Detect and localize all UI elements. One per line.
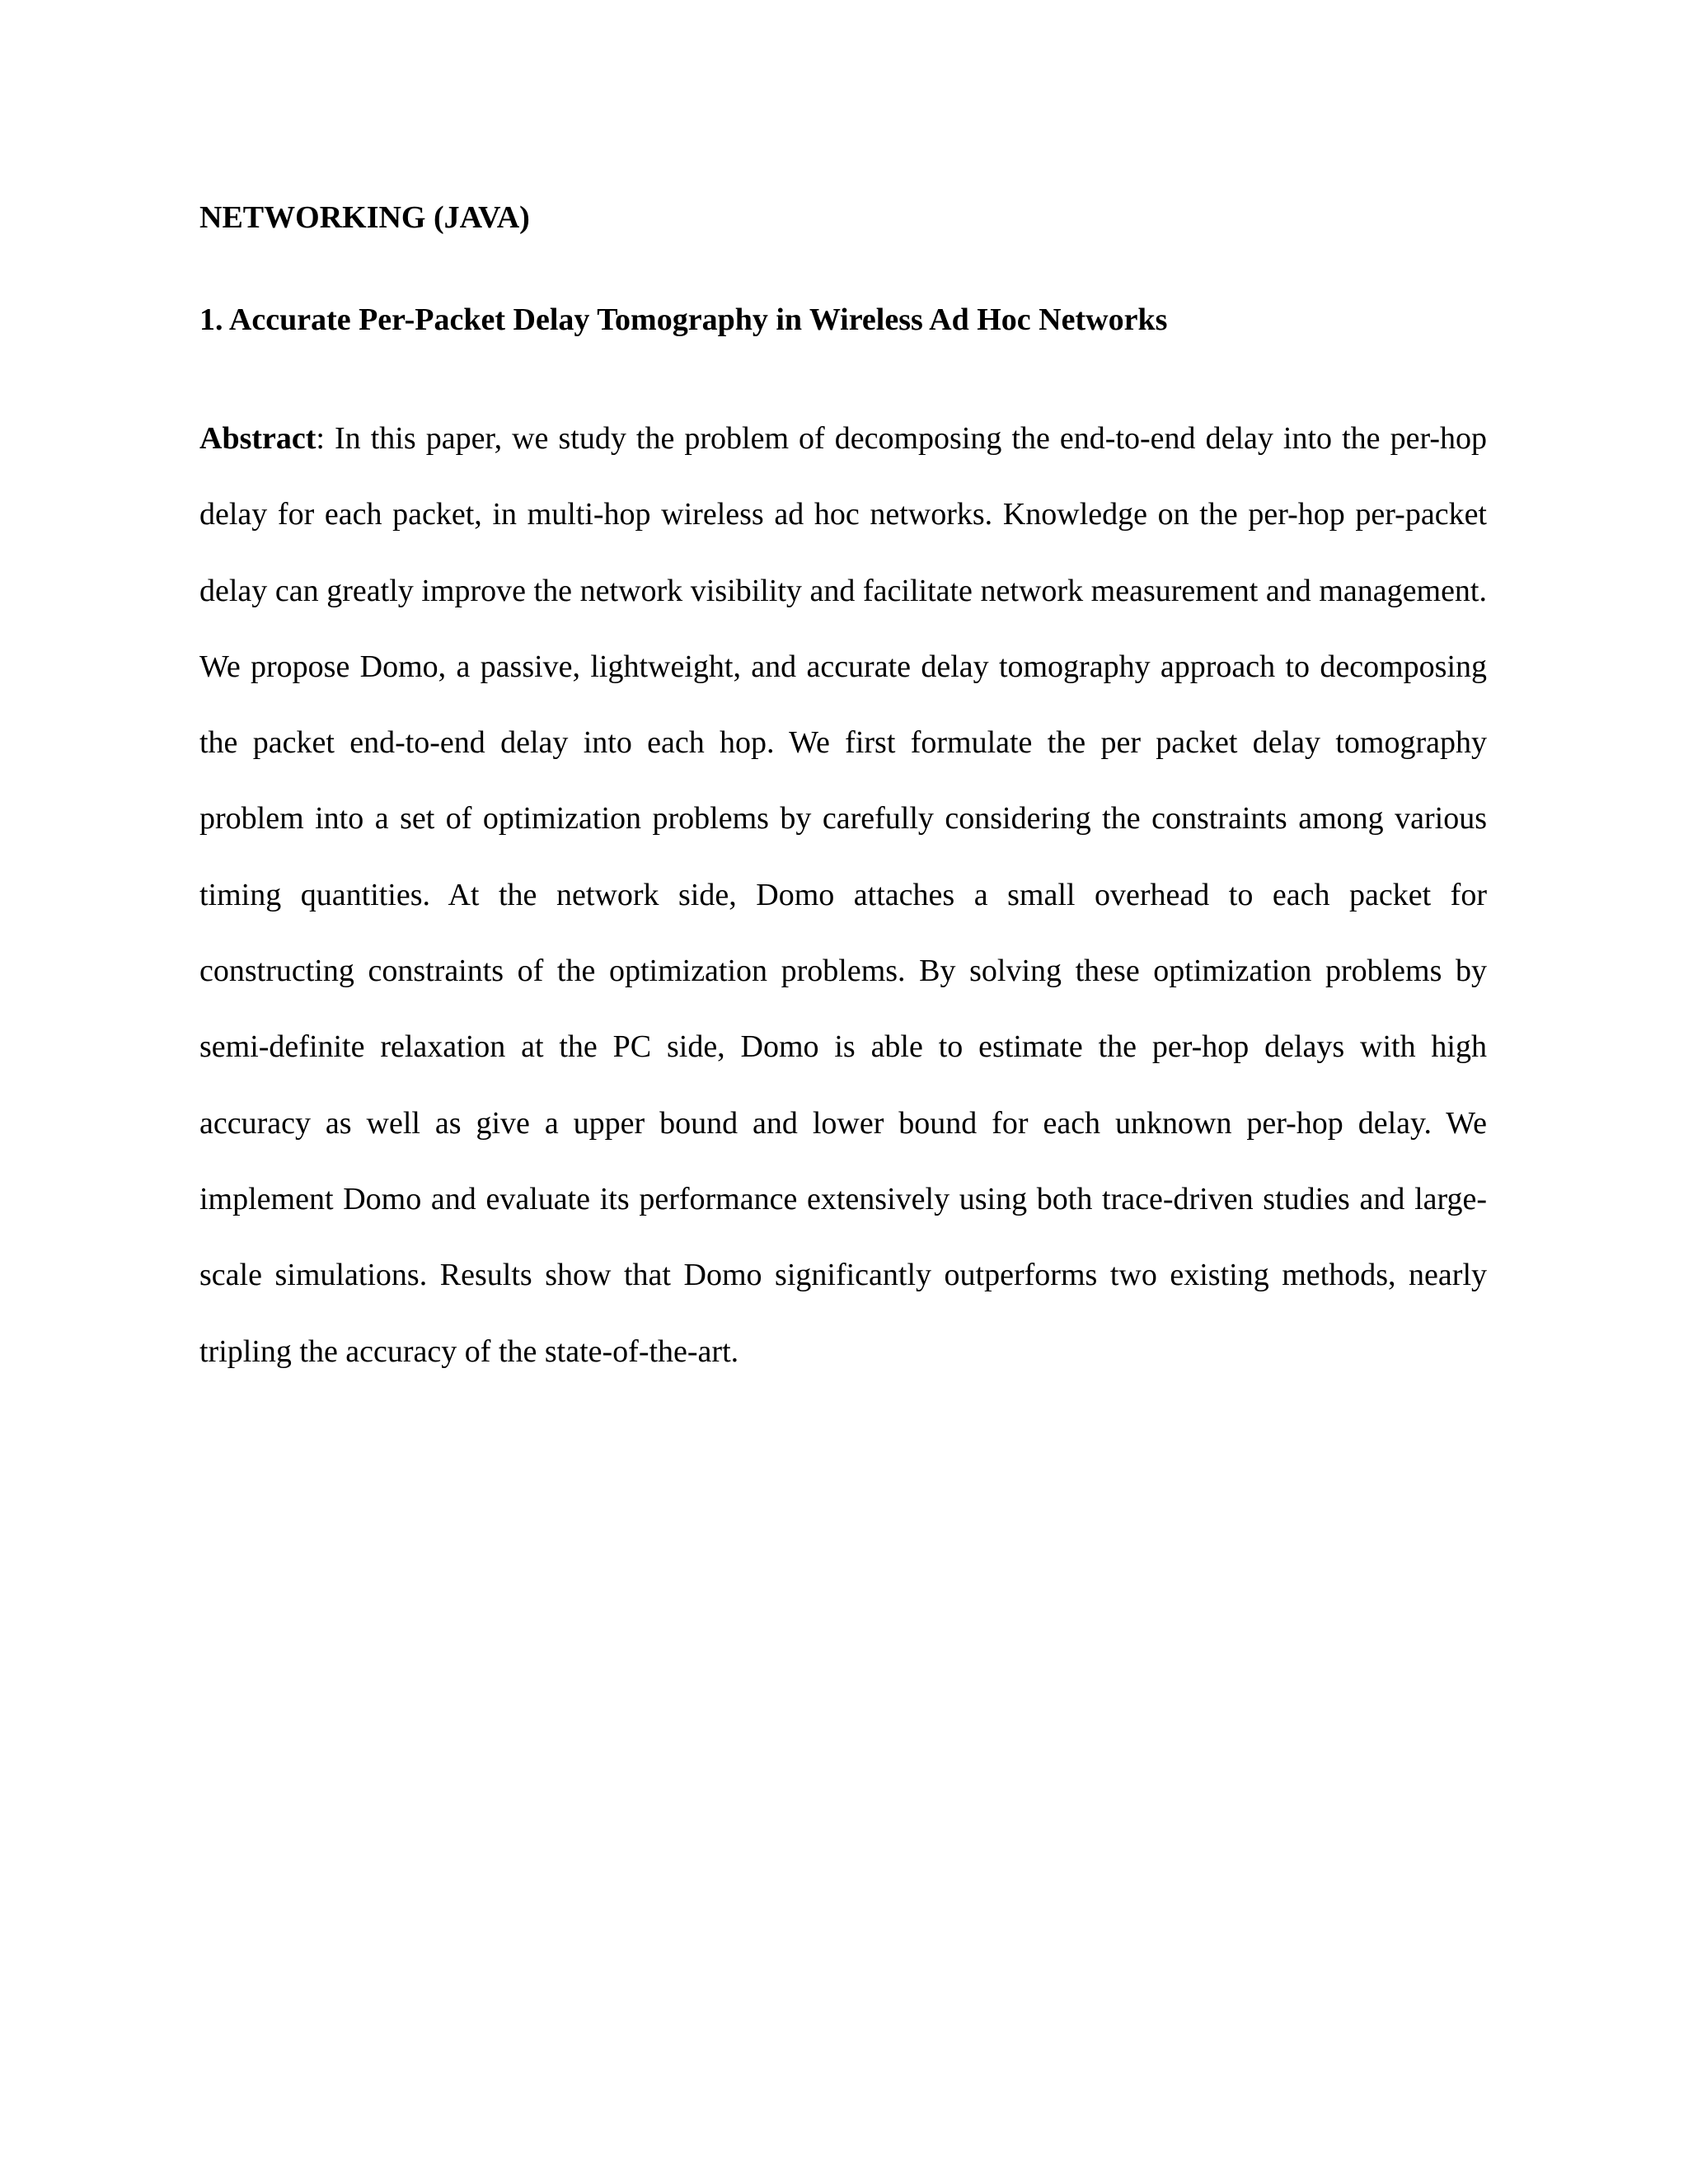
paper-title: 1. Accurate Per-Packet Delay Tomography in Wireless Ad Hoc Networks bbox=[199, 302, 1168, 337]
abstract-paragraph bbox=[199, 401, 1487, 1390]
section-heading: NETWORKING (JAVA) bbox=[199, 200, 530, 235]
abstract-label: Abstract bbox=[199, 421, 316, 456]
abstract-separator: : bbox=[316, 421, 335, 456]
abstract-text: In this paper, we study the problem of decomposing the end-to-end delay into the per-hop delay for each packet, in multi-hop wireless ad hoc networks. Knowledge on the per-hop per-packet delay can greatly improve the network visibility and facilitate network measurement and management. We propose Domo, a passive, lightweight, and accurate delay tomography approach to decomposing the packet end-to-end delay into each hop. We first formulate the per packet delay tomography problem into a set of optimization problems by carefully considering the constraints among various timing quantities. At the network side, Domo attaches a small overhead to each packet for constructing constraints of the optimization problems. By solving these optimization problems by semi-definite relaxation at the PC side, Domo is able to estimate the per-hop delays with high accuracy as well as give a upper bound and lower bound for each unknown per-hop delay. We implement Domo and evaluate its performance extensively using both trace-driven studies and large-scale simulations. Results show that Domo significantly outperforms two existing methods, nearly tripling the accuracy of the state-of-the-art. bbox=[199, 421, 1487, 1369]
